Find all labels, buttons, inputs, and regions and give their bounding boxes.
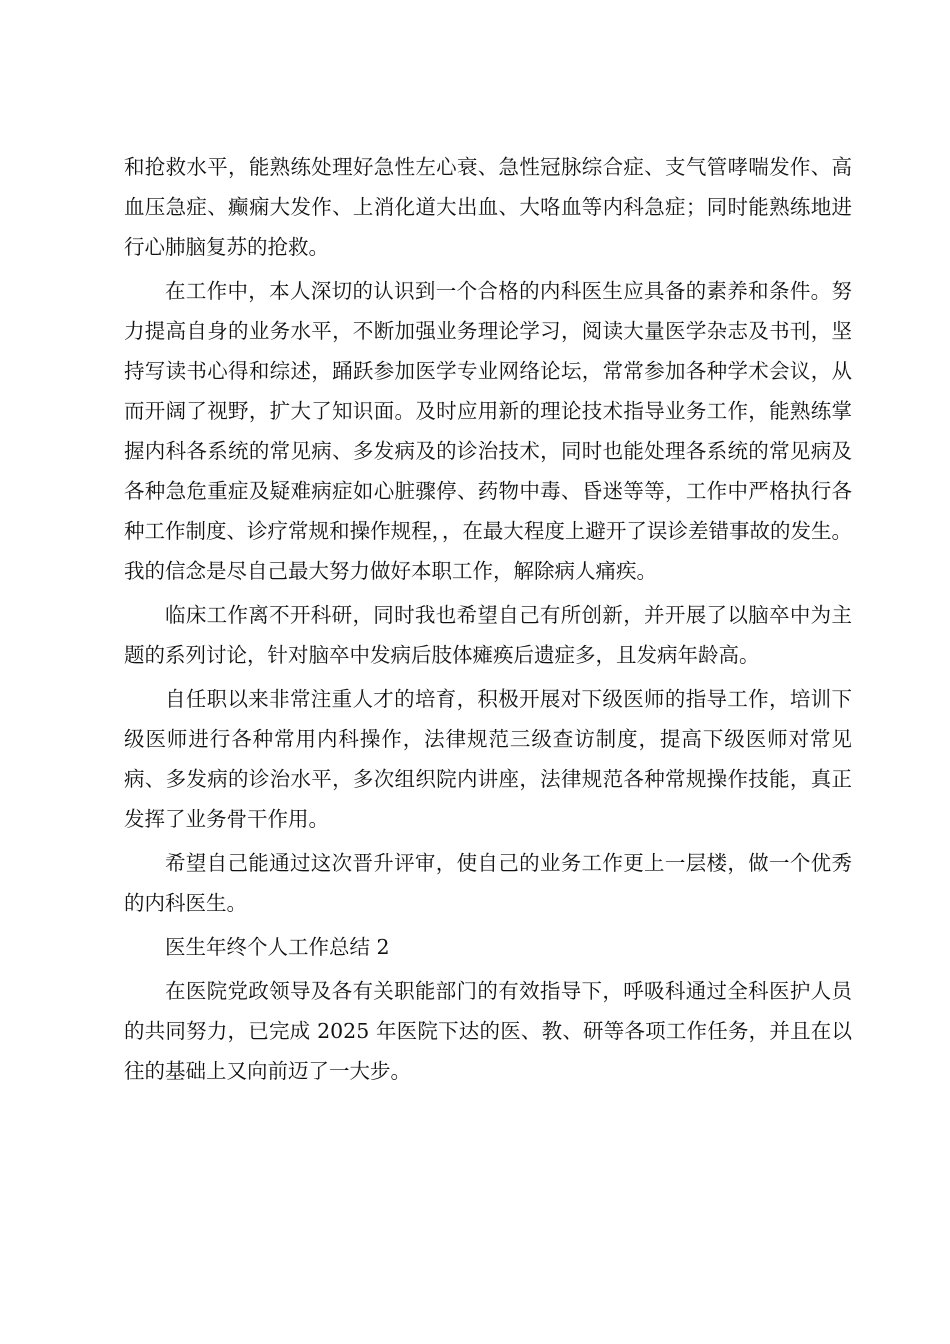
paragraph-rescue-skills: 和抢救水平，能熟练处理好急性左心衰、急性冠脉综合症、支气管哮喘发作、高血压急症、癫痫大发作、上消化道大出血、大咯血等内科急症；同时能熟练地进行心肺脑复苏的抢救。 bbox=[124, 155, 852, 259]
paragraph-hope: 希望自己能通过这次晋升评审，使自己的业务工作更上一层楼，做一个优秀的内科医生。 bbox=[124, 851, 852, 915]
paragraph-research: 临床工作离不开科研，同时我也希望自己有所创新，并开展了以脑卒中为主题的系列讨论，针对脑卒中发病后肢体瘫痪后遗症多，且发病年龄高。 bbox=[124, 603, 852, 667]
document-body bbox=[124, 147, 852, 1095]
section-title: 医生年终个人工作总结 2 bbox=[165, 935, 390, 959]
paragraph-training: 自任职以来非常注重人才的培育，积极开展对下级医师的指导工作，培训下级医师进行各种常用内科操作，法律规范三级查访制度，提高下级医师对常见病、多发病的诊治水平，多次组织院内讲座，法律规范各种常规操作技能，真正发挥了业务骨干作用。 bbox=[124, 687, 852, 831]
paragraph-professional-growth: 在工作中，本人深切的认识到一个合格的内科医生应具备的素养和条件。努力提高自身的业务水平，不断加强业务理论学习，阅读大量医学杂志及书刊，坚持写读书心得和综述，踊跃参加医学专业网络论坛，常常参加各种学术会议，从而开阔了视野，扩大了知识面。及时应用新的理论技术指导业务工作，能熟练掌握内科各系统的常见病、多发病及的诊治技术，同时也能处理各系统的常见病及各种急危重症及疑难病症如心脏骤停、药物中毒、昏迷等等，工作中严格执行各种工作制度、诊疗常规和操作规程，，在最大程度上避开了误诊差错事故的发生。我的信念是尽自己最大努力做好本职工作，解除病人痛疾。 bbox=[124, 279, 852, 583]
paragraph-respiratory-dept: 在医院党政领导及各有关职能部门的有效指导下，呼吸科通过全科医护人员的共同努力，已完成 2025 年医院下达的医、教、研等各项工作任务，并且在以往的基础上又向前迈了一大步。 bbox=[124, 979, 852, 1083]
